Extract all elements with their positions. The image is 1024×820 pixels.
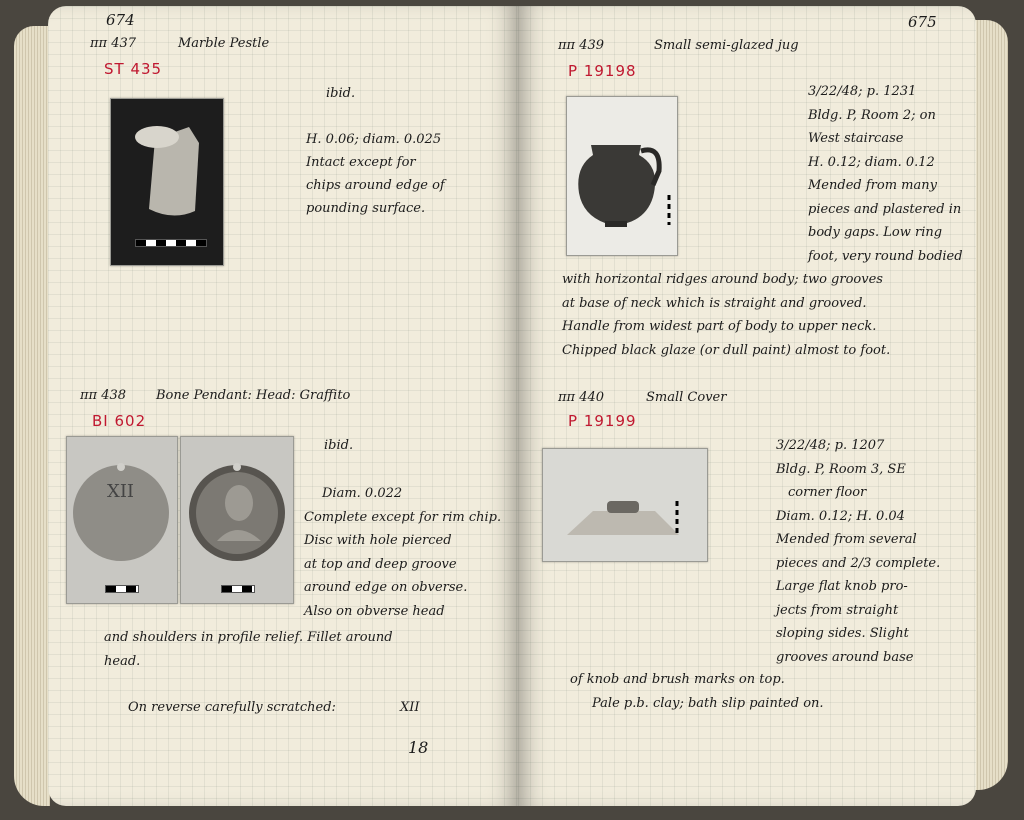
- description-line: head.: [104, 654, 141, 669]
- description-line: grooves around base: [776, 649, 914, 665]
- description-line: with horizontal ridges around body; two grooves: [562, 272, 883, 287]
- description-line: Bldg. P, Room 2; on: [808, 107, 936, 123]
- scale-bar: [105, 585, 139, 593]
- scale-bar: [221, 585, 255, 593]
- description-line: around edge on obverse.: [304, 580, 468, 595]
- description-line: 3/22/48; p. 1207: [776, 438, 885, 453]
- entry-number: ππ 440: [558, 390, 605, 405]
- description-line: corner floor: [788, 485, 867, 500]
- description-line: body gaps. Low ring: [808, 225, 943, 240]
- bottom-mark: 18: [408, 738, 429, 757]
- page-edges-right: [974, 20, 1008, 790]
- entry-title: Small Cover: [646, 390, 727, 405]
- catalog-number: ST 435: [104, 60, 163, 78]
- entry-title: Small semi-glazed jug: [654, 38, 799, 53]
- cover-photo: [542, 448, 708, 562]
- description-line: West staircase: [808, 131, 904, 146]
- description-block: [562, 268, 890, 362]
- description-line: Mended from several: [776, 532, 917, 547]
- description-line: pounding surface.: [306, 201, 426, 216]
- description-line: sloping sides. Slight: [776, 626, 909, 641]
- description-line: and shoulders in profile relief. Fillet around: [104, 630, 393, 645]
- description-line: Disc with hole pierced: [304, 533, 452, 548]
- pendant-obverse-photo: [180, 436, 294, 604]
- description-line: 3/22/48; p. 1231: [808, 84, 917, 99]
- right-page: [518, 6, 976, 806]
- page-number-right: 675: [908, 13, 937, 31]
- entry-number: ππ 439: [558, 38, 605, 53]
- source-note: ibid.: [326, 86, 356, 101]
- jug-photo: [566, 96, 678, 256]
- description-line: Also on obverse head: [304, 603, 445, 619]
- description-line: Chipped black glaze (or dull paint) almost to foot.: [562, 342, 891, 358]
- pendant-obverse-image: [181, 437, 293, 603]
- description-block: [306, 128, 445, 220]
- description-line: at top and deep groove: [304, 556, 457, 572]
- cover-image: [543, 449, 707, 561]
- description-line: pieces and 2/3 complete.: [776, 555, 941, 571]
- description-block: [776, 434, 940, 669]
- page-edges-left: [14, 26, 50, 806]
- entry-title: Marble Pestle: [178, 36, 270, 51]
- catalog-number: P 19198: [568, 62, 637, 80]
- description-line: jects from straight: [776, 602, 899, 618]
- pendant-reverse-photo: [66, 436, 178, 604]
- description-line: Large flat knob pro-: [776, 579, 908, 594]
- description-line: Complete except for rim chip.: [304, 509, 502, 525]
- svg-text:XII: XII: [107, 481, 135, 502]
- left-page: [48, 6, 518, 806]
- jug-image: [567, 97, 677, 255]
- description-line: Diam. 0.12; H. 0.04: [776, 508, 905, 524]
- description-line: foot, very round bodied: [808, 248, 963, 264]
- description-line: H. 0.12; diam. 0.12: [808, 154, 935, 170]
- description-line: chips around edge of: [306, 178, 445, 193]
- catalog-number: BI 602: [92, 412, 147, 430]
- scale-bar: [135, 239, 207, 247]
- description-block: [104, 626, 393, 674]
- description-line: Bldg. P, Room 3, SE: [776, 461, 906, 477]
- description-line: Intact except for: [306, 155, 416, 170]
- catalog-number: P 19199: [568, 412, 637, 430]
- pendant-reverse-image: [67, 437, 177, 603]
- description-line: Diam. 0.022: [322, 486, 403, 501]
- description-block: [304, 482, 501, 623]
- description-line: of knob and brush marks on top.: [570, 672, 785, 687]
- source-note: ibid.: [324, 438, 354, 453]
- reverse-note: On reverse carefully scratched:: [128, 700, 336, 715]
- open-notebook: [8, 6, 1016, 812]
- description-line: Handle from widest part of body to upper neck.: [562, 319, 877, 334]
- entry-number: ππ 437: [90, 36, 137, 51]
- description-line: at base of neck which is straight and grooved.: [562, 295, 867, 311]
- entry-title: Bone Pendant: Head: Graffito: [156, 388, 351, 403]
- entry-number: ππ 438: [80, 388, 127, 403]
- description-line: H. 0.06; diam. 0.025: [306, 132, 442, 147]
- description-block: [570, 668, 824, 716]
- page-number-left: 674: [106, 11, 135, 29]
- reverse-value: XII: [400, 700, 420, 715]
- description-line: pieces and plastered in: [808, 201, 962, 217]
- pestle-photo: [110, 98, 224, 266]
- description-line: Pale p.b. clay; bath slip painted on.: [592, 696, 824, 711]
- description-block: [808, 80, 963, 268]
- description-line: Mended from many: [808, 178, 937, 193]
